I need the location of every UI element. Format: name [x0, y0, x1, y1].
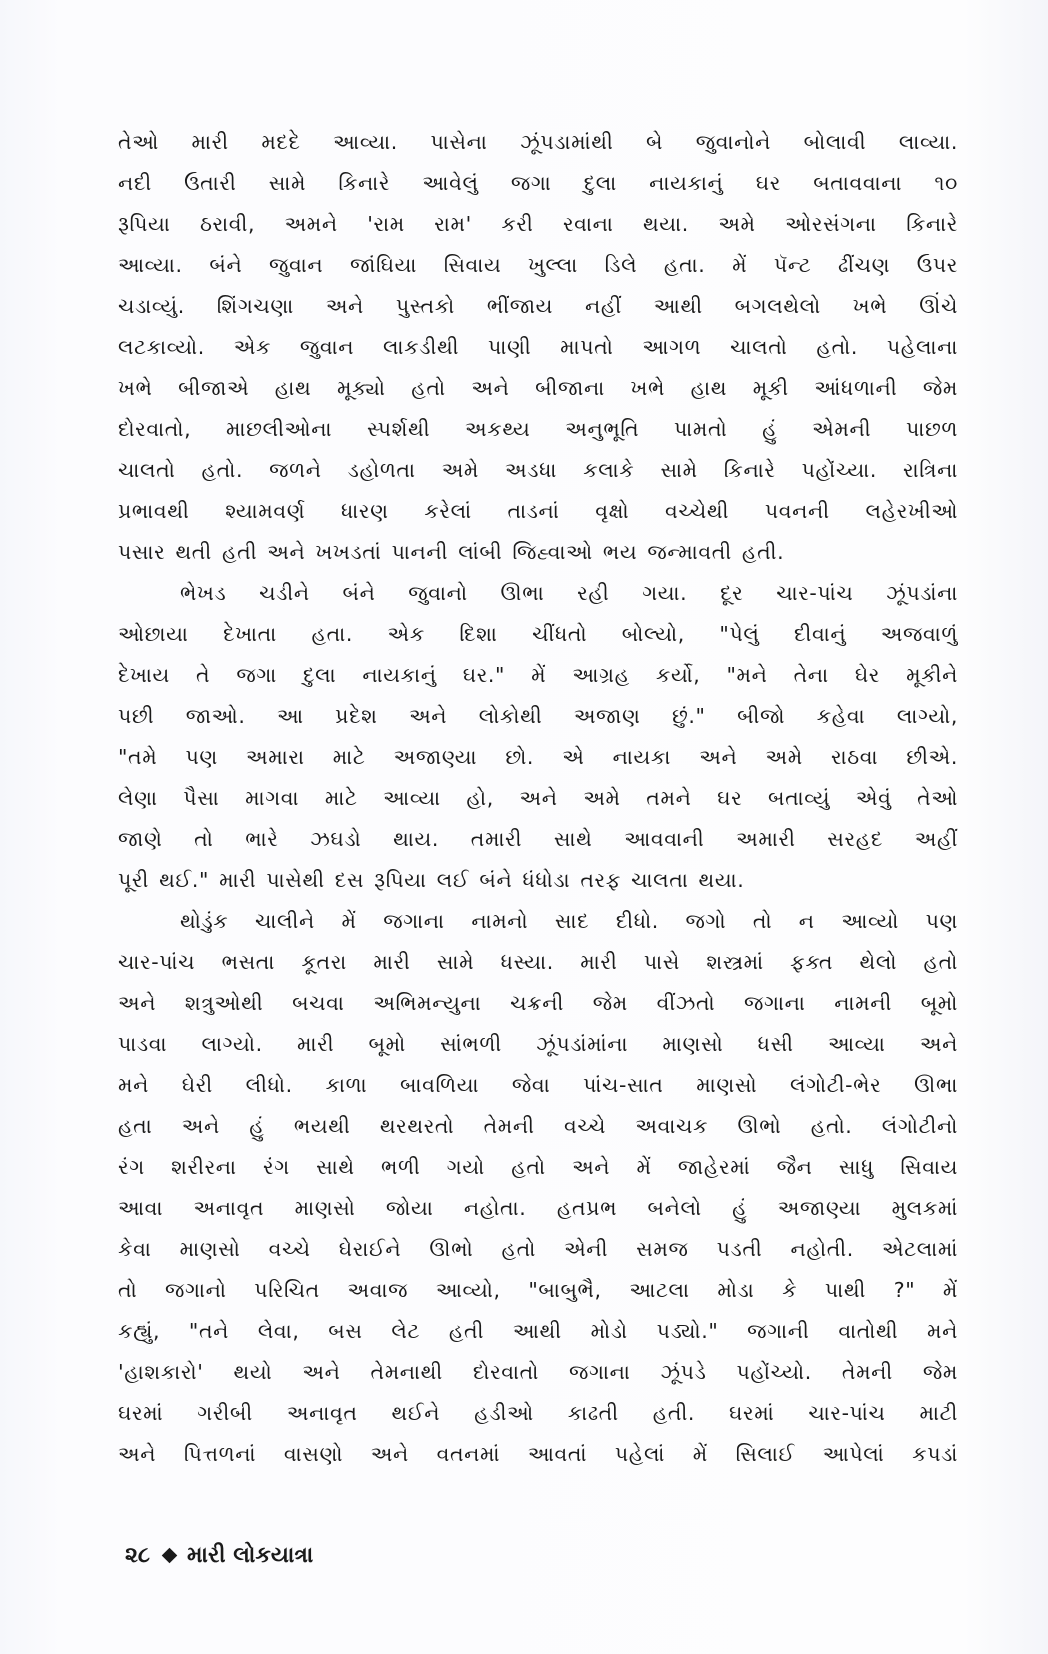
page-footer	[125, 1535, 313, 1575]
text-line: જાણે તો ભારે ઝઘડો થાય. તમારી સાથે આવવાની અમારી સરહદ અહીં	[118, 827, 958, 851]
text-line: નદી ઉતારી સામે કિનારે આવેલું જગા દુલા નાયકાનું ઘર બતાવવાના ૧૦	[118, 171, 958, 195]
text-line: "તમે પણ અમારા માટે અજાણ્યા છો. એ નાયકા અને અમે રાઠવા છીએ.	[118, 745, 958, 769]
text-line: ખભે બીજાએ હાથ મૂક્યો હતો અને બીજાના ખભે હાથ મૂકી આંધળાની જેમ	[118, 376, 958, 400]
text-line: પછી જાઓ. આ પ્રદેશ અને લોકોથી અજાણ છું." બીજો કહેવા લાગ્યો,	[118, 704, 958, 728]
body-text	[118, 122, 958, 1475]
text-line: દેખાય તે જગા દુલા નાયકાનું ઘર." મેં આગ્રહ કર્યો, "મને તેના ઘેર મૂકીને	[118, 663, 958, 687]
paragraph-start-line: થોડુંક ચાલીને મેં જગાના નામનો સાદ દીધો. જગો તો ન આવ્યો પણ	[180, 909, 958, 933]
text-line: ઓછાયા દેખાતા હતા. એક દિશા ચીંધતો બોલ્યો, "પેલું દીવાનું અજવાળું	[118, 622, 958, 646]
text-line: તેઓ મારી મદદે આવ્યા. પાસેના ઝૂંપડામાંથી બે જુવાનોને બોલાવી લાવ્યા.	[118, 130, 958, 154]
text-line: હતા અને હું ભયથી થરથરતો તેમની વચ્ચે અવાચક ઊભો હતો. લંગોટીનો	[118, 1114, 958, 1138]
text-line: આવ્યા. બંને જુવાન જાંઘિયા સિવાય ખુલ્લા ડિલે હતા. મેં પૅન્ટ ઢીંચણ ઉપર	[118, 253, 958, 277]
text-line: આવા અનાવૃત માણસો જોયા નહોતા. હતપ્રભ બનેલો હું અજાણ્યા મુલકમાં	[118, 1196, 958, 1220]
paragraph-start-line: ભેખડ ચડીને બંને જુવાનો ઊભા રહી ગયા. દૂર ચાર-પાંચ ઝૂંપડાંના	[180, 581, 958, 605]
page-number: ૨૮	[125, 1542, 151, 1568]
text-line: તો જગાનો પરિચિત અવાજ આવ્યો, "બાબુભૈ, આટલા મોડા કે પાથી ?" મેં	[118, 1278, 958, 1302]
text-line: રંગ શરીરના રંગ સાથે ભળી ગયો હતો અને મેં જાહેરમાં જૈન સાધુ સિવાય	[118, 1155, 958, 1179]
text-line: કેવા માણસો વચ્ચે ઘેરાઈને ઊભો હતો એની સમજ પડતી નહોતી. એટલામાં	[118, 1237, 958, 1261]
text-line: મને ઘેરી લીધો. કાળા બાવળિયા જેવા પાંચ-સાત માણસો લંગોટી-ભેર ઊભા	[118, 1073, 958, 1097]
text-line: પૂરી થઈ." મારી પાસેથી દસ રૂપિયા લઈ બંને ધંધોડા તરફ ચાલતા થયા.	[118, 868, 745, 892]
text-line: ચડાવ્યું. શિંગચણા અને પુસ્તકો ભીંજાય નહીં આથી બગલથેલો ખભે ઊંચે	[118, 294, 958, 318]
text-line: પસાર થતી હતી અને ખખડતાં પાનની લાંબી જિહ્વાઓ ભય જન્માવતી હતી.	[118, 540, 785, 564]
book-title: મારી લોકયાત્રા	[187, 1542, 314, 1568]
text-line: 'હાશકારો' થયો અને તેમનાથી દોરવાતો જગાના ઝૂંપડે પહોંચ્યો. તેમની જેમ	[118, 1360, 958, 1384]
text-line: રૂપિયા ઠરાવી, અમને 'રામ રામ' કરી રવાના થયા. અમે ઓરસંગના કિનારે	[118, 212, 958, 236]
text-line: કહ્યું, "તને લેવા, બસ લેટ હતી આથી મોડો પડ્યો." જગાની વાતોથી મને	[118, 1319, 958, 1343]
text-line: અને પિત્તળનાં વાસણો અને વતનમાં આવતાં પહેલાં મેં સિલાઈ આપેલાં કપડાં	[118, 1442, 958, 1466]
text-line: અને શત્રુઓથી બચવા અભિમન્યુના ચક્રની જેમ વીંઝતો જગાના નામની બૂમો	[118, 991, 958, 1015]
text-line: ચાર-પાંચ ભસતા કૂતરા મારી સામે ધસ્યા. મારી પાસે શસ્ત્રમાં ફક્ત થેલો હતો	[118, 950, 958, 974]
text-line: પ્રભાવથી શ્યામવર્ણ ધારણ કરેલાં તાડનાં વૃક્ષો વચ્ચેથી પવનની લહેરખીઓ	[118, 499, 958, 523]
diamond-separator-icon	[162, 1547, 178, 1563]
text-line: દોરવાતો, માછલીઓના સ્પર્શથી અકથ્ય અનુભૂતિ પામતો હું એમની પાછળ	[118, 417, 958, 441]
text-line: લટકાવ્યો. એક જુવાન લાકડીથી પાણી માપતો આગળ ચાલતો હતો. પહેલાના	[118, 335, 958, 359]
text-line: પાડવા લાગ્યો. મારી બૂમો સાંભળી ઝૂંપડાંમાંના માણસો ધસી આવ્યા અને	[118, 1032, 958, 1056]
text-line: ચાલતો હતો. જળને ડહોળતા અમે અડધા કલાકે સામે કિનારે પહોંચ્યા. રાત્રિના	[118, 458, 958, 482]
text-line: ઘરમાં ગરીબી અનાવૃત થઈને હડીઓ કાઢતી હતી. ઘરમાં ચાર-પાંચ માટી	[118, 1401, 958, 1425]
text-line: લેણા પૈસા માગવા માટે આવ્યા હો, અને અમે તમને ઘર બતાવ્યું એવું તેઓ	[118, 786, 958, 810]
